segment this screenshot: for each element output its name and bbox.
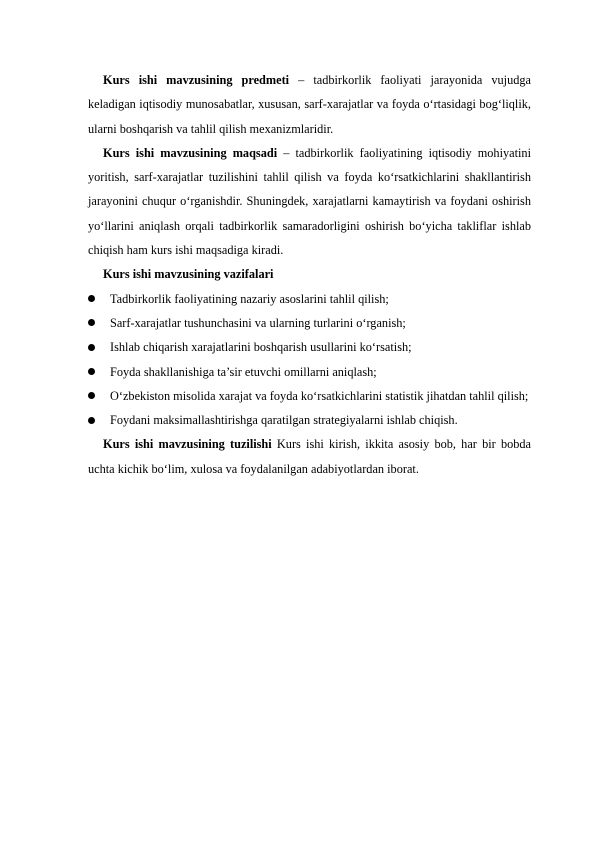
maqsad-label: Kurs ishi mavzusining maqsadi bbox=[103, 145, 278, 160]
list-item-text: Foyda shakllanishiga ta’sir etuvchi omillarni aniqlash; bbox=[110, 364, 377, 379]
maqsad-text: – tadbirkorlik faoliyatining iqtisodiy mohiyatini yoritish, sarf-xarajatlar tuzilishini tahlil qilish va foyda ko‘rsatkichlarini shakllantirish jarayonini chuqur o‘rganishdir. Shuningdek, xarajatlarni kamaytirish va foydani oshirish yo‘llarini aniqlash orqali tadbirkorlik samaradorligini oshirish bo‘yicha takliflar ishlab chiqish ham kurs ishi maqsadiga kiradi. bbox=[88, 145, 532, 258]
list-item-text: O‘zbekiston misolida xarajat va foyda ko‘rsatkichlarini statistik jihatdan tahlil qilish; bbox=[110, 388, 529, 403]
predmet-paragraph bbox=[88, 68, 531, 141]
tuzilishi-label: Kurs ishi mavzusining tuzilishi bbox=[103, 437, 272, 452]
predmet-text: – tadbirkorlik faoliyati jarayonida vujudga keladigan iqtisodiy munosabatlar, xususan, sarf-xarajatlar va foyda o‘rtasidagi bog‘liqlik, ularni boshqarish va tahlil qilish mexanizmlaridir. bbox=[88, 73, 532, 136]
list-item bbox=[88, 408, 531, 432]
tuzilishi-paragraph bbox=[88, 432, 531, 481]
predmet-label: Kurs ishi mavzusining predmeti bbox=[103, 73, 290, 87]
list-item bbox=[88, 360, 531, 384]
list-item bbox=[88, 311, 531, 335]
list-item bbox=[88, 384, 531, 408]
maqsad-paragraph bbox=[88, 141, 531, 262]
list-item-text: Ishlab chiqarish xarajatlarini boshqarish usullarini ko‘rsatish; bbox=[110, 340, 412, 355]
list-item-text: Tadbirkorlik faoliyatining nazariy asoslarini tahlil qilish; bbox=[110, 291, 389, 306]
bullet-icon bbox=[88, 392, 95, 399]
bullet-icon bbox=[88, 417, 95, 424]
bullet-icon bbox=[88, 319, 95, 326]
bullet-icon bbox=[88, 295, 95, 302]
bullet-icon bbox=[88, 344, 95, 351]
bullet-icon bbox=[88, 368, 95, 375]
document-page bbox=[88, 68, 531, 481]
vazifalar-heading: Kurs ishi mavzusining vazifalari bbox=[103, 267, 274, 282]
list-item bbox=[88, 335, 531, 359]
tuzilishi-text: Kurs ishi kirish, ikkita asosiy bob, har bir bobda uchta kichik bo‘lim, xulosa va foydalanilgan adabiyotlardan iborat. bbox=[88, 437, 532, 476]
list-item bbox=[88, 287, 531, 311]
vazifalar-list bbox=[88, 287, 531, 433]
list-item-text: Sarf-xarajatlar tushunchasini va ularning turlarini o‘rganish; bbox=[110, 315, 406, 330]
list-item-text: Foydani maksimallashtirishga qaratilgan strategiyalarni ishlab chiqish. bbox=[110, 413, 458, 428]
